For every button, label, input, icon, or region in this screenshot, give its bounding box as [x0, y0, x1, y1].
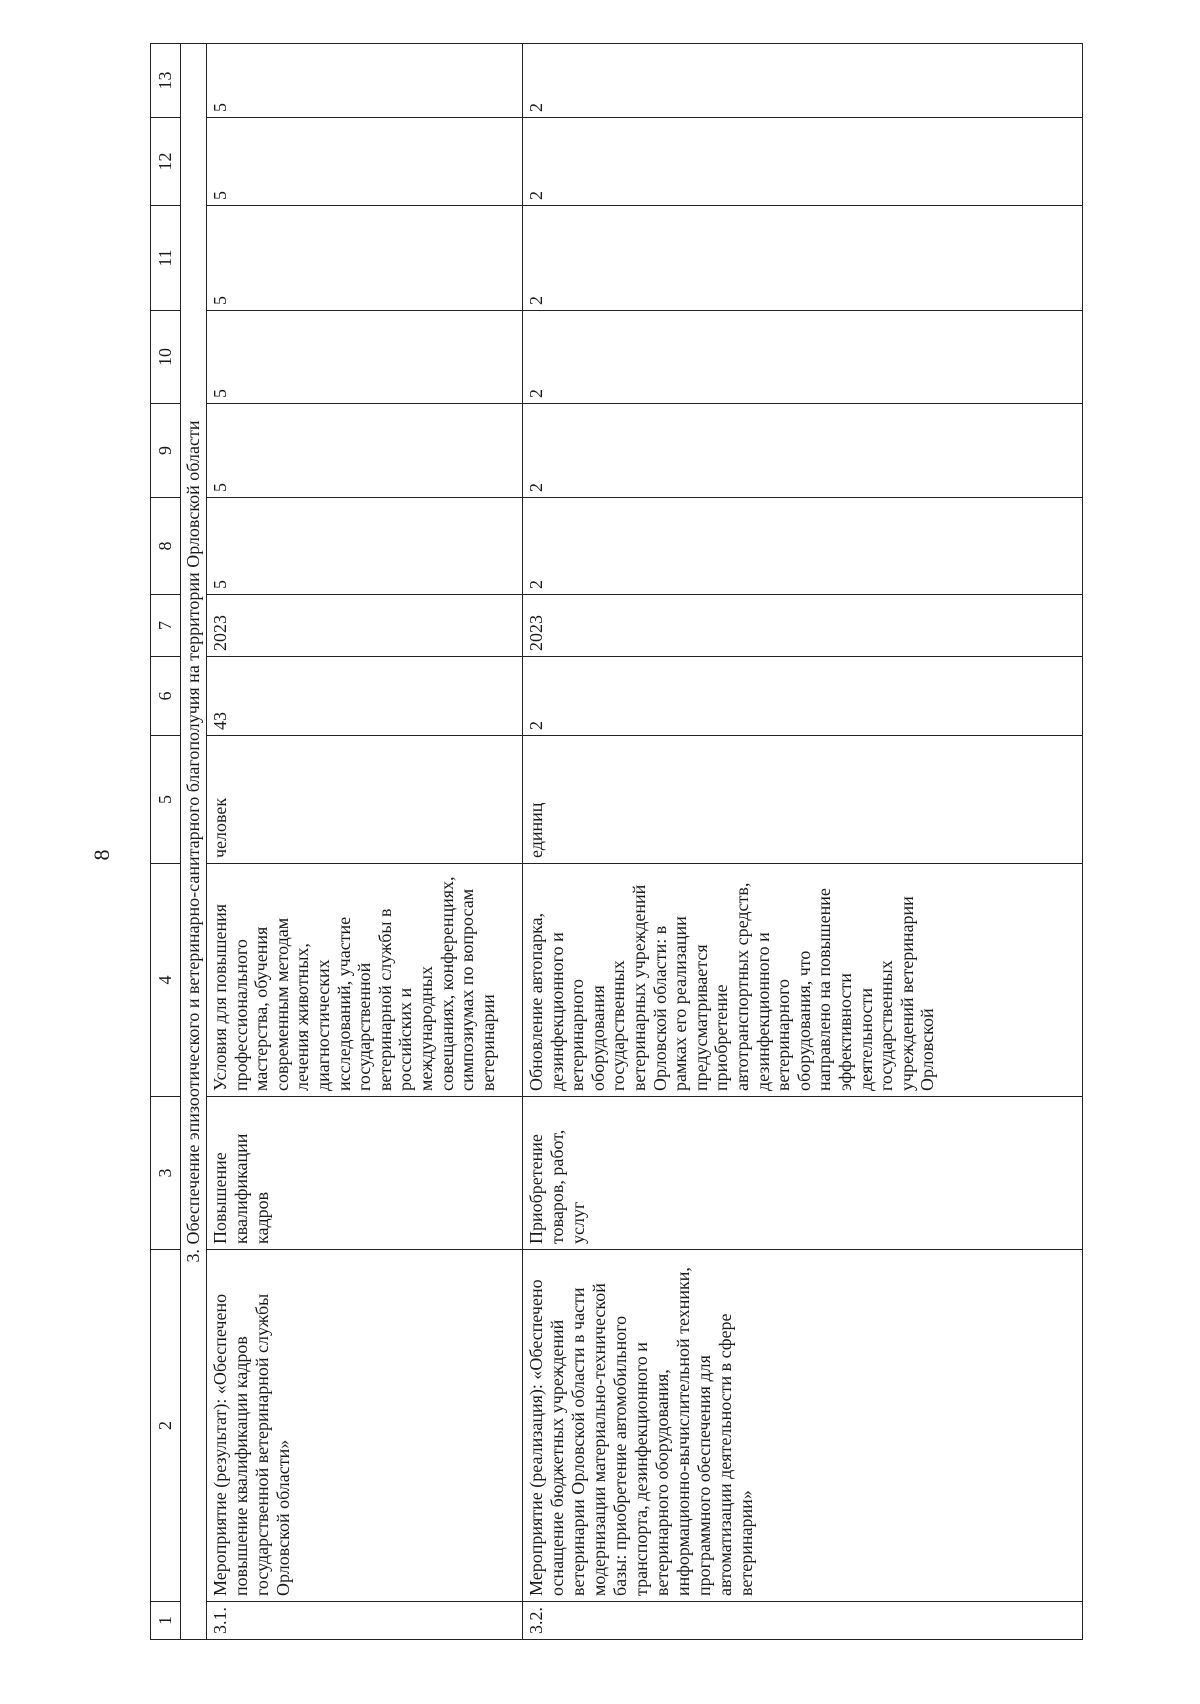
table-row — [523, 44, 1083, 1640]
value-col-9: 5 — [207, 404, 523, 498]
column-header: 1 — [151, 1602, 181, 1640]
page-number: 8 — [89, 849, 114, 861]
column-number-header-row — [151, 44, 181, 1640]
base-value: 43 — [207, 657, 523, 736]
unit: единиц — [523, 736, 1083, 864]
unit: человек — [207, 736, 523, 864]
event-description: Условия для повышения профессионального мастерства, обучения современным методам лечения животных, диагностических исследований, участие государственной ветеринарной службы в российских и международных совещаниях, конференциях, симпозиумах по вопросам ветеринарии — [207, 864, 523, 1097]
table-row — [207, 44, 523, 1640]
event-type: Повышение квалификации кадров — [207, 1097, 523, 1250]
column-header: 11 — [151, 206, 181, 311]
row-number: 3.1. — [207, 1602, 523, 1640]
column-header: 3 — [151, 1097, 181, 1250]
section-title: 3. Обеспечение эпизоотического и ветеринарно-санитарного благополучия на территории Орловской области — [181, 44, 207, 1640]
rotated-table-wrapper — [150, 44, 1080, 1640]
value-col-8: 5 — [207, 498, 523, 595]
targets-table — [150, 43, 1083, 1640]
value-col-12: 2 — [523, 118, 1083, 206]
column-header: 10 — [151, 311, 181, 404]
column-header: 4 — [151, 864, 181, 1097]
column-header: 9 — [151, 404, 181, 498]
event-name: Мероприятие (реализация): «Обеспечено оснащение бюджетных учреждений ветеринарии Орловской области в части модернизации материально-технической базы: приобретение автомобильного транспорта, дезинфекционного и ветеринарного оборудования, информационно-вычислительной техники, программного обеспечения для автоматизации деятельности в сфере ветеринарии» — [523, 1250, 1083, 1602]
value-col-11: 2 — [523, 206, 1083, 311]
column-header: 2 — [151, 1250, 181, 1602]
column-header: 7 — [151, 595, 181, 657]
value-col-11: 5 — [207, 206, 523, 311]
value-col-13: 5 — [207, 44, 523, 118]
event-type: Приобретение товаров, работ, услуг — [523, 1097, 1083, 1250]
value-col-10: 5 — [207, 311, 523, 404]
column-header: 12 — [151, 118, 181, 206]
value-col-12: 5 — [207, 118, 523, 206]
column-header: 6 — [151, 657, 181, 736]
value-col-10: 2 — [523, 311, 1083, 404]
column-header: 13 — [151, 44, 181, 118]
event-name: Мероприятие (результат): «Обеспечено повышение квалификации кадров государственной ветеринарной службы Орловской области» — [207, 1250, 523, 1602]
column-header: 8 — [151, 498, 181, 595]
value-col-9: 2 — [523, 404, 1083, 498]
row-number: 3.2. — [523, 1602, 1083, 1640]
value-col-13: 2 — [523, 44, 1083, 118]
event-description: Обновление автопарка, дезинфекционного и ветеринарного оборудования государственных ветеринарных учреждений Орловской области: в рамках его реализации предусматривается приобретение автотранспортных средств, дезинфекционного и ветеринарного оборудования, что направлено на повышение эффективности деятельности государственных учреждений ветеринарии Орловской — [523, 864, 1083, 1097]
column-header: 5 — [151, 736, 181, 864]
base-year: 2023 — [207, 595, 523, 657]
base-year: 2023 — [523, 595, 1083, 657]
value-col-8: 2 — [523, 498, 1083, 595]
base-value: 2 — [523, 657, 1083, 736]
section-title-row — [181, 44, 207, 1640]
